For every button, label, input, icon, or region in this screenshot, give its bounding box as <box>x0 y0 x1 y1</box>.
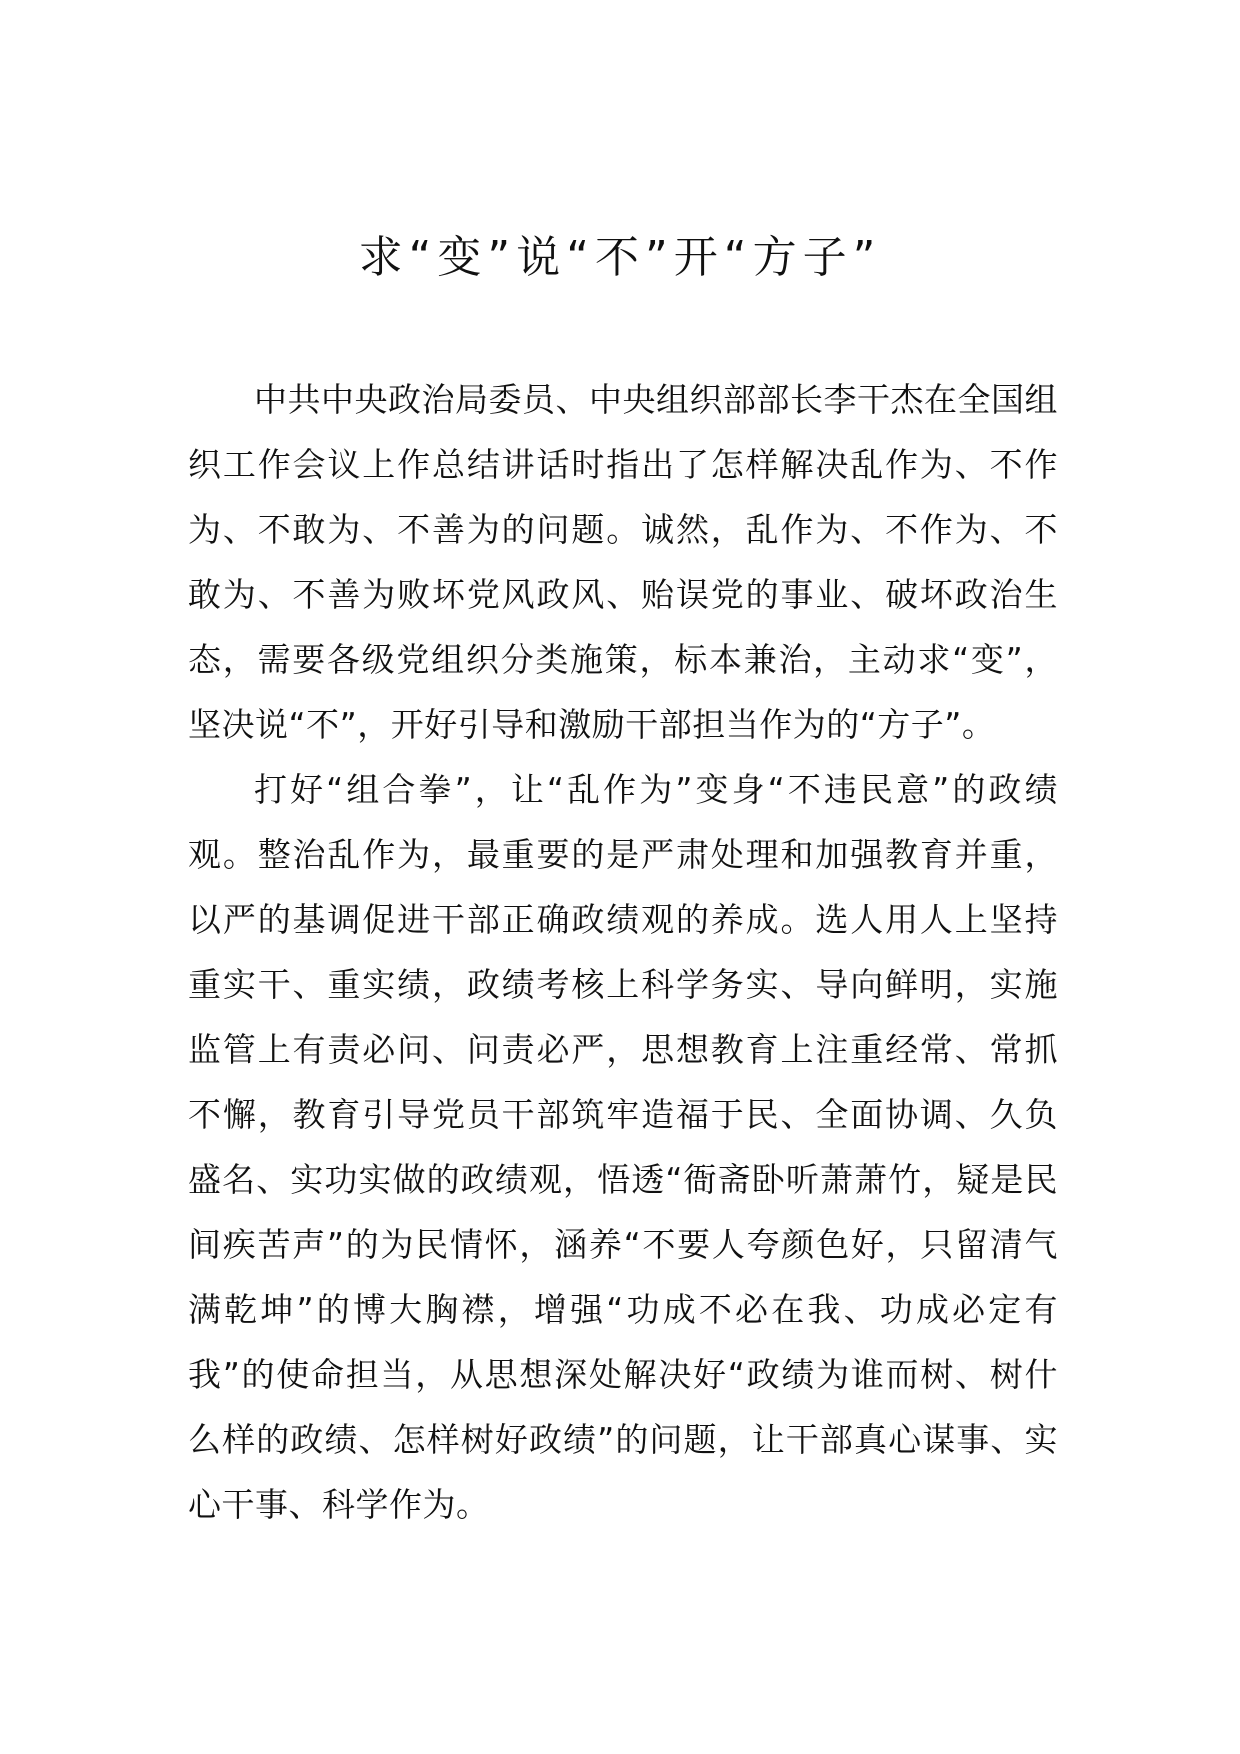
paragraph-intro: 中共中央政治局委员、中央组织部部长李干杰在全国组织工作会议上作总结讲话时指出了怎样解决乱作为、不作为、不敢为、不善为的问题。诚然，乱作为、不作为、不敢为、不善为败坏党风政风、贻误党的事业、破坏政治生态，需要各级党组织分类施策，标本兼治，主动求“变”，坚决说“不”，开好引导和激励干部担当作为的“方子”。 <box>188 380 1058 744</box>
document-title: 求“变”说“不”开“方子” <box>358 232 882 283</box>
paragraph-combination-punch: 打好“组合拳”，让“乱作为”变身“不违民意”的政绩观。整治乱作为，最重要的是严肃处理和加强教育并重，以严的基调促进干部正确政绩观的养成。选人用人上坚持重实干、重实绩，政绩考核上科学务实、导向鲜明，实施监管上有责必问、问责必严，思想教育上注重经常、常抓不懈，教育引导党员干部筑牢造福于民、全面协调、久负盛名、实功实做的政绩观，悟透“衙斋卧听萧萧竹，疑是民间疾苦声”的为民情怀，涵养“不要人夸颜色好，只留清气满乾坤”的博大胸襟，增强“功成不必在我、功成必定有我”的使命担当，从思想深处解决好“政绩为谁而树、树什么样的政绩、怎样树好政绩”的问题，让干部真心谋事、实心干事、科学作为。 <box>188 770 1058 1524</box>
document-body <box>188 367 1058 1537</box>
